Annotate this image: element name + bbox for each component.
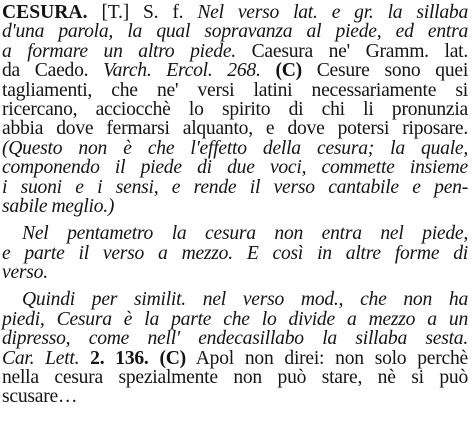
source-mark: (C) xyxy=(275,60,302,82)
citation-source: Car. Lett. xyxy=(2,347,80,369)
entry-definition xyxy=(2,3,468,216)
text-line: da Caedo. Varch. Ercol. 268. (C) Cesure sono quei xyxy=(2,60,469,82)
text-line: Quindi per similit. nel verso mod., che non ha xyxy=(22,289,468,311)
text-line: verso. xyxy=(2,262,48,284)
source-mark: (C) xyxy=(159,347,186,369)
quotation: Apol non direi: non solo perchè xyxy=(195,347,468,369)
text-line: nella cesura spezialmente non può stare, nè si può xyxy=(2,367,468,389)
text-line: (Questo non è che l'effetto della cesura; la quale, xyxy=(2,137,468,159)
headword: CESURA. xyxy=(2,2,88,23)
text-line: ricercano, acciocchè lo spirito di chi li pronunzia xyxy=(2,98,468,120)
entry-sense-pentameter xyxy=(2,224,468,282)
etymology: Caesura ne' Gramm. lat. xyxy=(251,40,468,62)
text-line: dipresso, come nell' endecasillabo la sillaba sesta. xyxy=(2,328,468,350)
quotation: Cesure sono quei xyxy=(316,60,469,82)
citation-number: 2. 136. xyxy=(90,347,149,369)
definition-text: Nel verso lat. e gr. la sillaba xyxy=(197,2,468,23)
text-line: abbia dove fermarsi alquanto, e dove potersi riposare. xyxy=(2,118,468,140)
text-line: d'una parola, la qual sopravanza al piede, ed entra xyxy=(2,21,468,43)
text-line xyxy=(2,3,468,22)
text-line: sabile meglio.) xyxy=(2,195,115,217)
text-line: e parte il verso a mezzo. E così in altre forme di xyxy=(2,242,468,264)
text-line: i suoni e i sensi, e rende il verso cantabile e pen- xyxy=(2,176,468,198)
text-line: tagliamenti, che ne' versi latini necessariamente si xyxy=(2,79,468,101)
dictionary-entry xyxy=(2,3,468,407)
text-line: scusare… xyxy=(2,386,78,408)
text-line: Nel pentametro la cesura non entra nel piede, xyxy=(22,223,468,245)
entry-sense-modern-verse xyxy=(2,290,468,406)
text-line: componendo il piede di due voci, commette insieme xyxy=(2,157,468,179)
entry-tag: [T.] xyxy=(101,2,129,23)
text-line: piedi, Cesura è la parte che lo divide a mezzo a un xyxy=(2,308,468,330)
text-line xyxy=(2,349,468,368)
citation-source: Varch. Ercol. 268. xyxy=(103,60,261,82)
text-line: a formare un altro piede. Caesura ne' Gramm. lat. xyxy=(2,40,468,62)
part-of-speech: S. f. xyxy=(143,2,184,23)
